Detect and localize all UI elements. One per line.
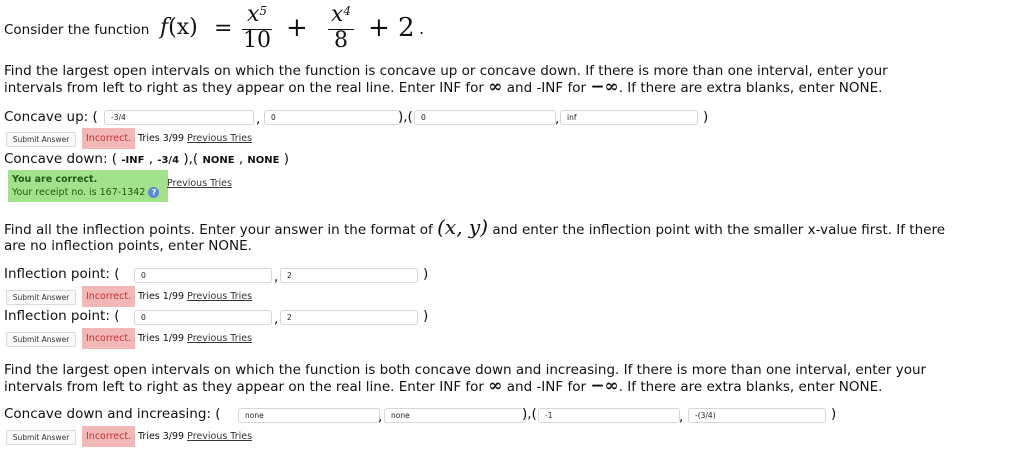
q3-prompt: Find the largest open intervals on which the function is both concave down and increasing. If there is more than one interval, enter your intervals from left to right as they appear on the real line. Enter INF for ∞ and -INF for −∞. If there are extra blanks, enter NONE.: [4, 362, 927, 396]
cdi-input-2[interactable]: none: [384, 408, 526, 423]
comma: ,: [378, 409, 383, 425]
incorrect-badge: Incorrect.: [82, 426, 135, 447]
help-icon[interactable]: ?: [148, 187, 159, 198]
inflection-point-label-1: Inflection point: (: [4, 266, 120, 282]
close-paren: ): [423, 266, 429, 282]
plus-sign: +: [286, 13, 308, 43]
incorrect-badge: Incorrect.: [82, 286, 135, 307]
concave-up-input-2[interactable]: 0: [264, 110, 402, 125]
inflection-point-label-2: Inflection point: (: [4, 308, 120, 324]
concave-up-input-4[interactable]: inf: [560, 110, 698, 125]
tries-info: Tries 1/99 Previous Tries: [138, 291, 253, 302]
close-paren: ): [703, 109, 709, 125]
previous-tries-container: [167, 173, 232, 194]
concave-up-label: Concave up: (: [4, 109, 98, 125]
comma: ,: [555, 111, 560, 127]
submit-answer-button[interactable]: Submit Answer: [6, 332, 76, 347]
previous-tries-link[interactable]: Previous Tries: [187, 133, 253, 144]
intro-prefix: Consider the function: [4, 22, 150, 38]
incorrect-badge: Incorrect.: [82, 328, 135, 349]
comma: ,: [679, 409, 684, 425]
previous-tries-link[interactable]: Previous Tries: [167, 178, 232, 189]
comma: ,: [274, 269, 279, 285]
intro-period: .: [419, 19, 425, 38]
comma: ,: [274, 311, 279, 327]
previous-tries-link[interactable]: Previous Tries: [187, 333, 253, 344]
cdi-input-4[interactable]: -(3/4): [688, 408, 826, 423]
submit-answer-button[interactable]: Submit Answer: [6, 132, 76, 147]
concave-up-input-3[interactable]: 0: [414, 110, 556, 125]
inflection-1-y-input[interactable]: 2: [280, 268, 418, 283]
fraction-x5-over-10: $x^5$ 10: [243, 2, 271, 53]
infinity-symbol: ∞: [488, 77, 503, 97]
q2-prompt: Find all the inflection points. Enter your answer in the format of (x, y) and enter the inflection point with the smaller x-value first. If there are no inflection points, enter NONE.: [4, 215, 946, 254]
infinity-symbol: ∞: [488, 376, 503, 396]
cdi-input-3[interactable]: -1: [538, 408, 680, 423]
tries-info: Tries 1/99 Previous Tries: [138, 333, 253, 344]
comma: ,: [256, 111, 261, 127]
function-name: f(x): [160, 15, 198, 40]
neg-infinity-symbol: −∞: [590, 376, 619, 396]
fraction-x4-over-8: $x^4$ 8: [326, 2, 356, 52]
inflection-1-x-input[interactable]: 0: [134, 268, 272, 283]
correct-feedback: You are correct. Your receipt no. is 167-1342 ?: [8, 170, 168, 202]
inflection-2-x-input[interactable]: 0: [134, 310, 272, 325]
tries-info: Tries 3/99 Previous Tries: [138, 431, 253, 442]
concave-down-answer: Concave down: ( -INF , -3/4 ),( NONE , NONE ): [4, 151, 290, 167]
submit-answer-button[interactable]: Submit Answer: [6, 290, 76, 305]
neg-infinity-symbol: −∞: [590, 77, 619, 97]
previous-tries-link[interactable]: Previous Tries: [187, 431, 253, 442]
equals-sign: =: [214, 16, 233, 41]
close-paren: ): [831, 406, 837, 422]
submit-answer-button[interactable]: Submit Answer: [6, 430, 76, 445]
concave-down-increasing-label: Concave down and increasing: (: [4, 406, 221, 422]
q1-prompt: Find the largest open intervals on which the function is concave up or concave down. If there is more than one interval, enter your intervals from left to right as they appear on the real line. Enter INF for ∞ and -INF for −∞. If there are extra blanks, enter NONE.: [4, 63, 888, 97]
interval-separator: ),(: [522, 406, 537, 422]
previous-tries-link[interactable]: Previous Tries: [187, 291, 253, 302]
interval-separator: ),(: [398, 109, 413, 125]
tries-info: Tries 3/99 Previous Tries: [138, 133, 253, 144]
concave-up-input-1[interactable]: -3/4: [104, 110, 254, 125]
incorrect-badge: Incorrect.: [82, 128, 135, 149]
plus-two: + 2: [368, 13, 415, 43]
format-xy: (x, y): [437, 215, 489, 239]
cdi-input-1[interactable]: none: [238, 408, 380, 423]
close-paren: ): [423, 308, 429, 324]
inflection-2-y-input[interactable]: 2: [280, 310, 418, 325]
